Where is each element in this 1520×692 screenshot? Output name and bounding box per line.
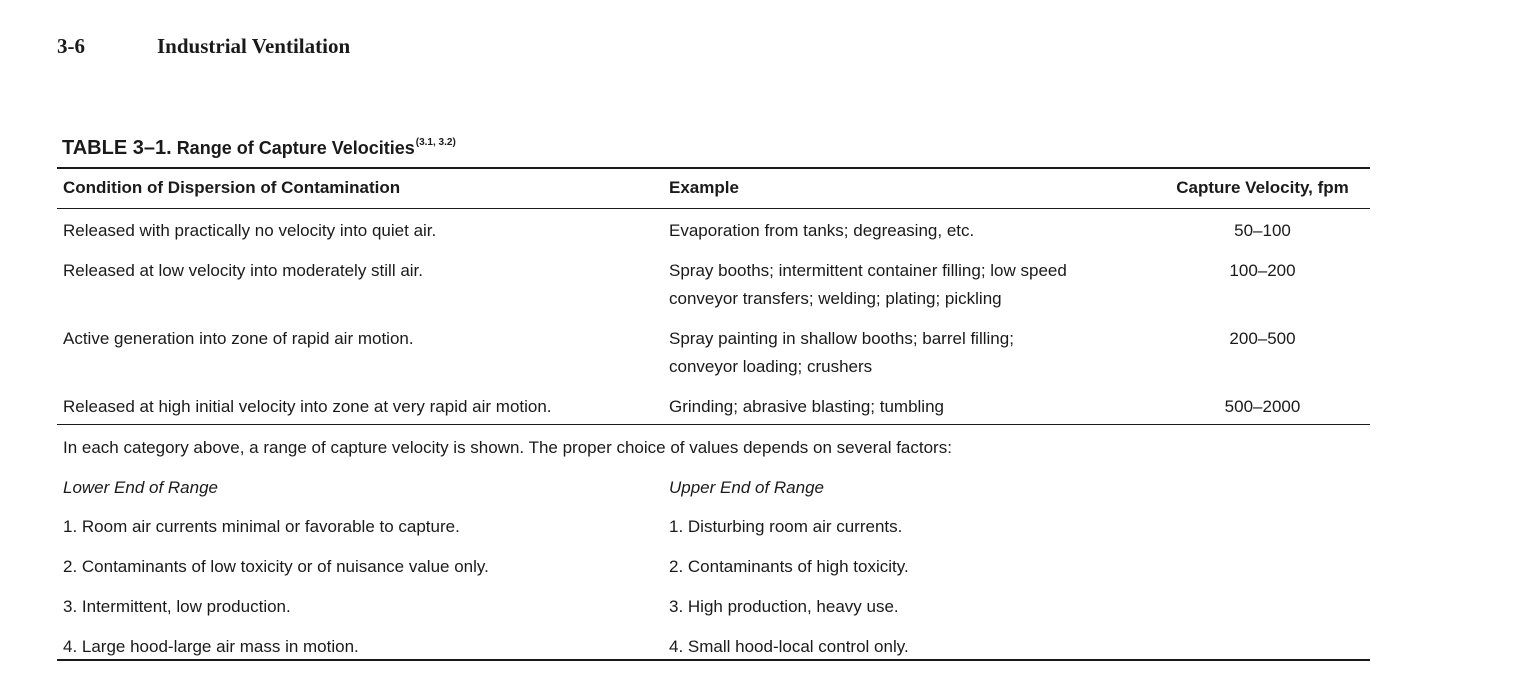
upper-end-heading: Upper End of Range bbox=[669, 478, 824, 497]
column-header-condition: Condition of Dispersion of Contamination bbox=[63, 178, 401, 197]
condition-cell: Released with practically no velocity into quiet air. bbox=[63, 221, 437, 240]
lower-factor: 3. Intermittent, low production. bbox=[63, 597, 291, 616]
table-note: In each category above, a range of capture velocity is shown. The proper choice of values depends on several factors: bbox=[63, 438, 952, 457]
lower-factor: 4. Large hood-large air mass in motion. bbox=[63, 637, 359, 656]
upper-factor: 1. Disturbing room air currents. bbox=[669, 517, 903, 536]
example-cell: Spray painting in shallow booths; barrel filling; bbox=[669, 329, 1014, 348]
rows-bottom-rule bbox=[57, 424, 1370, 425]
velocity-cell: 500–2000 bbox=[1224, 397, 1301, 416]
example-cell-line-2: conveyor transfers; welding; plating; pickling bbox=[669, 289, 1002, 308]
page-number: 3-6 bbox=[57, 34, 85, 58]
example-cell: Evaporation from tanks; degreasing, etc. bbox=[669, 221, 975, 240]
table-caption: Range of Capture Velocities bbox=[176, 138, 415, 158]
example-cell: Grinding; abrasive blasting; tumbling bbox=[669, 397, 944, 416]
lower-factor: 2. Contaminants of low toxicity or of nuisance value only. bbox=[63, 557, 489, 576]
table-top-rule bbox=[57, 167, 1370, 169]
table-title bbox=[62, 137, 456, 160]
example-cell-line-2: conveyor loading; crushers bbox=[669, 357, 873, 376]
upper-factor: 2. Contaminants of high toxicity. bbox=[669, 557, 909, 576]
book-title: Industrial Ventilation bbox=[157, 34, 351, 58]
condition-cell: Active generation into zone of rapid air motion. bbox=[63, 329, 414, 348]
condition-cell: Released at high initial velocity into zone at very rapid air motion. bbox=[63, 397, 552, 416]
condition-cell: Released at low velocity into moderately still air. bbox=[63, 261, 423, 280]
example-cell: Spray booths; intermittent container filling; low speed bbox=[669, 261, 1067, 280]
table-label: TABLE 3–1. bbox=[62, 137, 172, 159]
column-header-example: Example bbox=[669, 178, 739, 197]
lower-end-heading: Lower End of Range bbox=[63, 478, 218, 497]
upper-factor: 4. Small hood-local control only. bbox=[669, 637, 909, 656]
header-rule bbox=[57, 208, 1370, 209]
page-header bbox=[57, 34, 350, 59]
column-header-velocity: Capture Velocity, fpm bbox=[1176, 178, 1349, 197]
velocity-cell: 100–200 bbox=[1229, 261, 1296, 280]
lower-factor: 1. Room air currents minimal or favorable to capture. bbox=[63, 517, 460, 536]
upper-factor: 3. High production, heavy use. bbox=[669, 597, 899, 616]
velocity-cell: 200–500 bbox=[1229, 329, 1296, 348]
velocity-cell: 50–100 bbox=[1234, 221, 1291, 240]
table-references: (3.1, 3.2) bbox=[415, 137, 456, 148]
table-bottom-rule bbox=[57, 659, 1370, 661]
